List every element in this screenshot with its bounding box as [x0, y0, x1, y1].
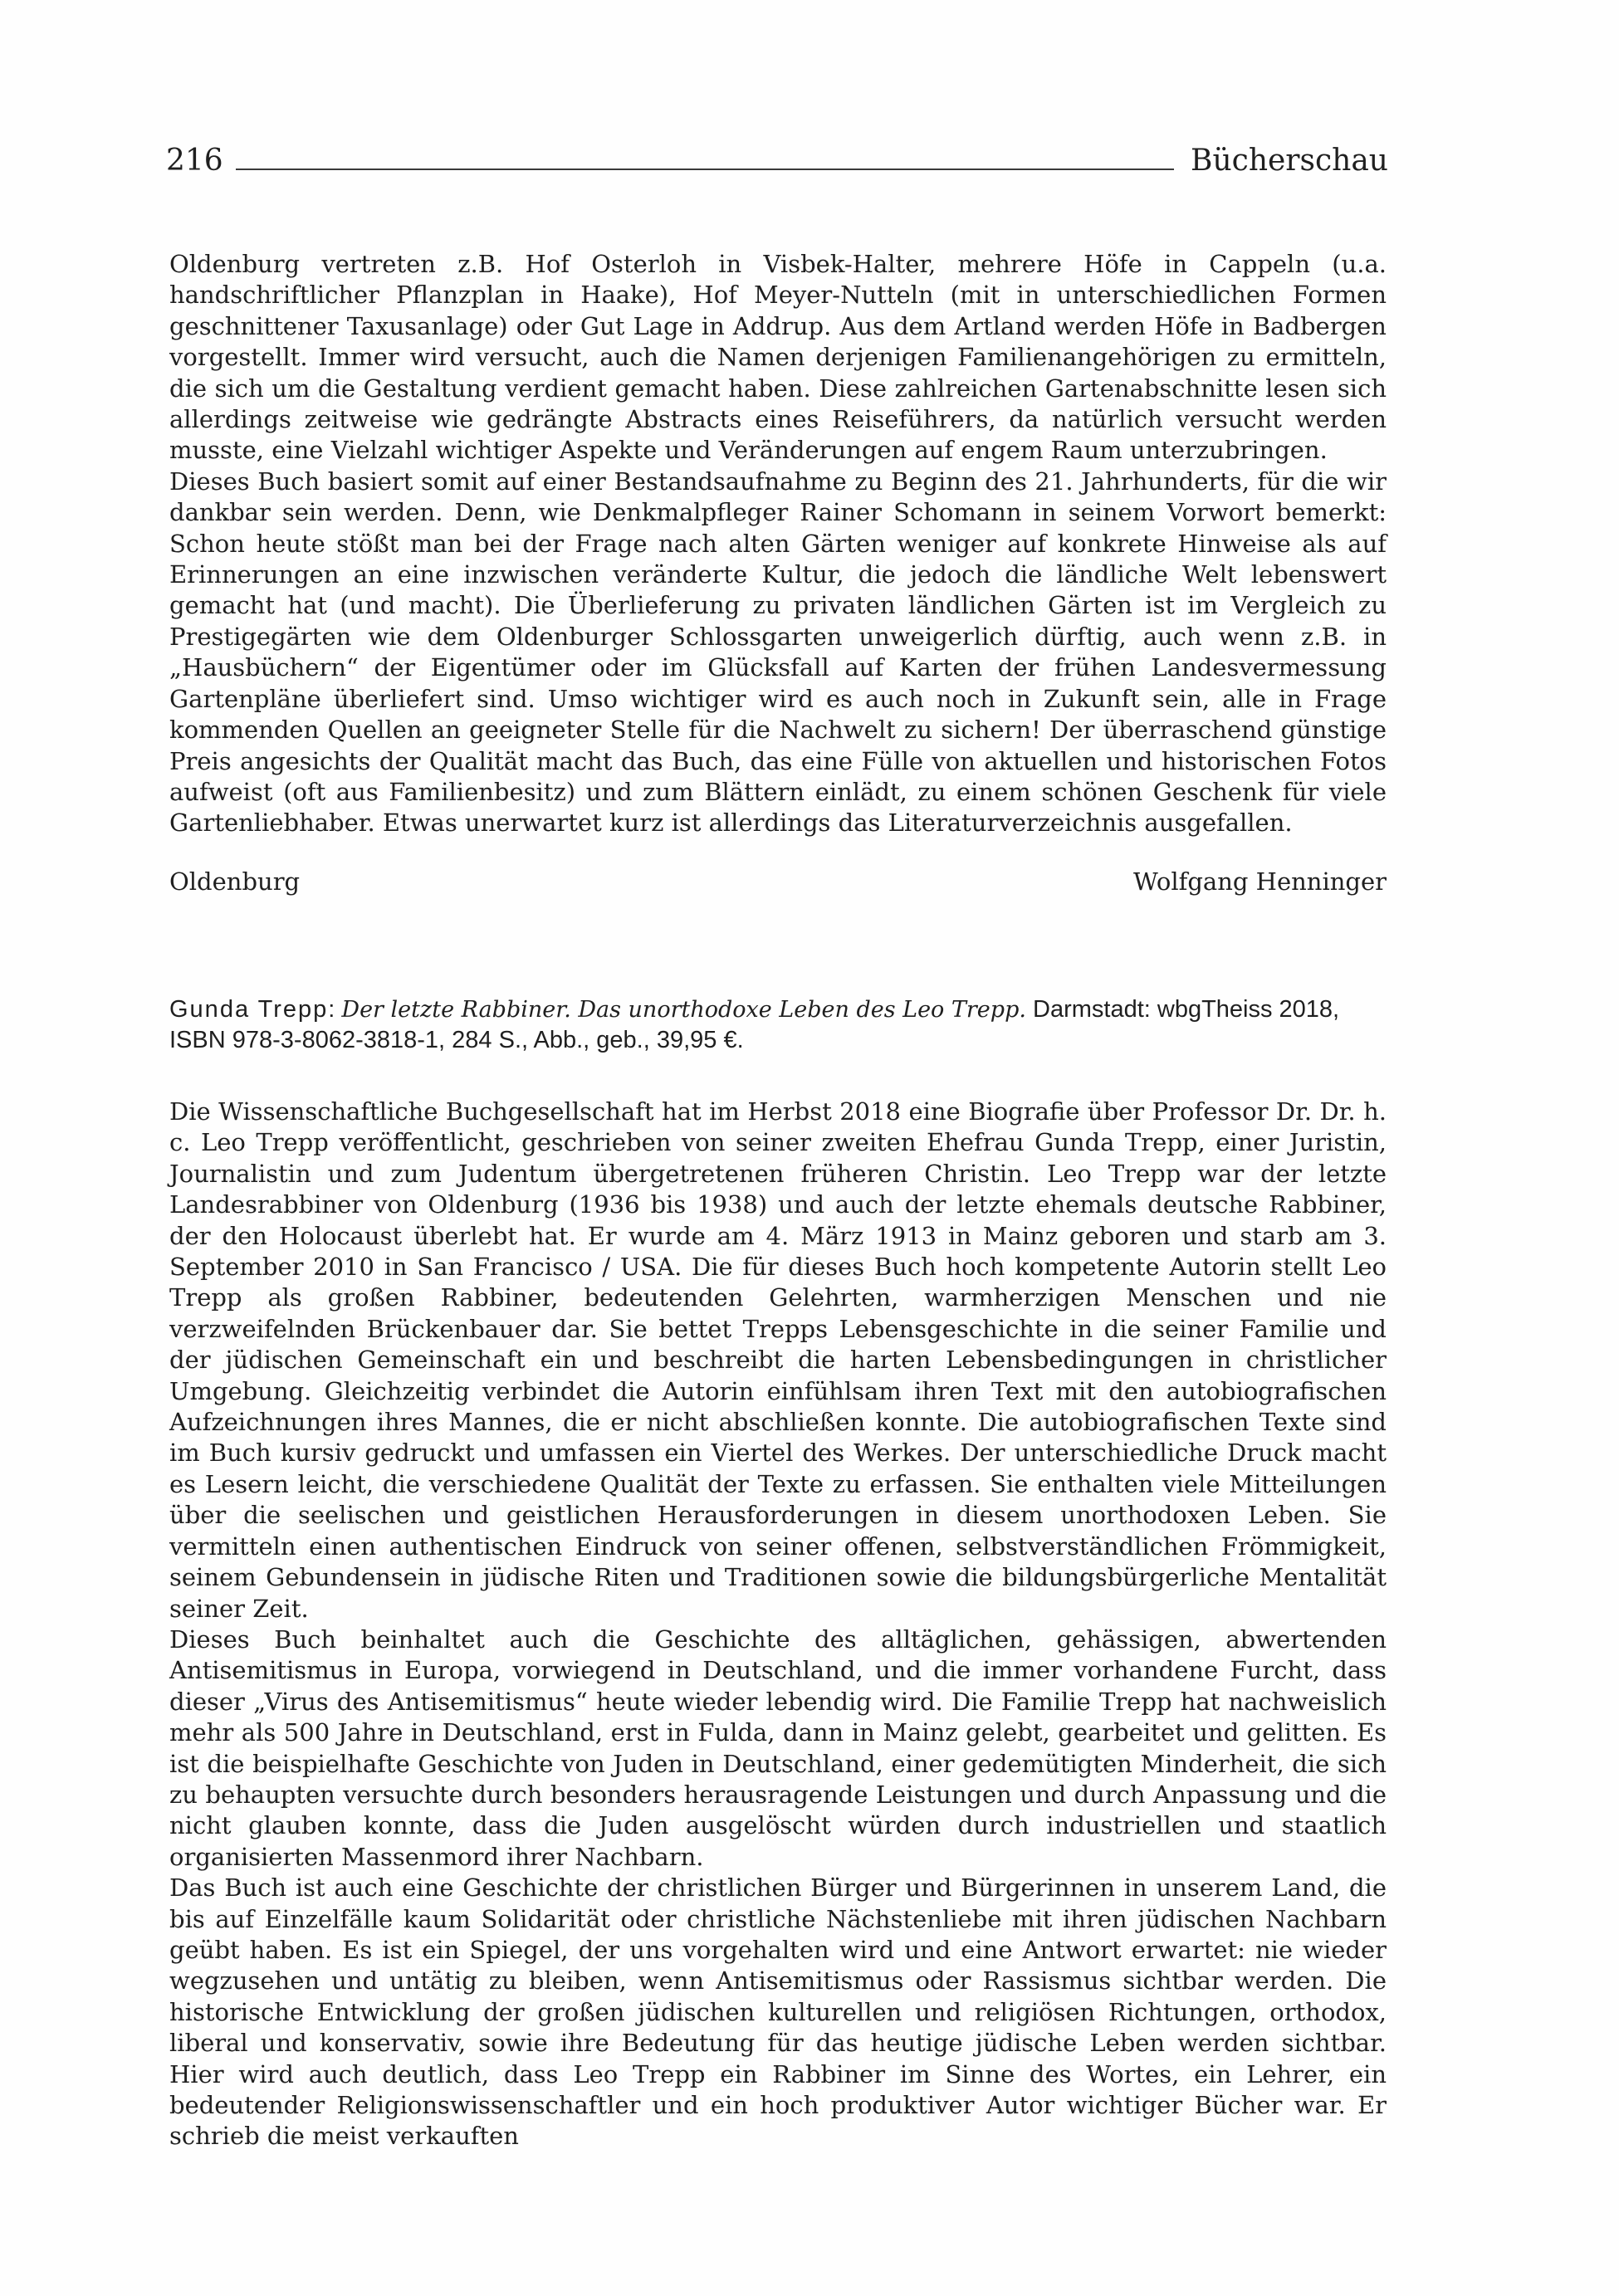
review-2-citation: Gunda Trepp: Der letzte Rabbiner. Das unorthodoxe Leben des Leo Trepp. Darmstadt: wbgTheiss 2018, ISBN 978-3-8062-3818-1, 284 S., Abb., geb., 39,95 €.: [169, 996, 1340, 1054]
review-1-paragraph: Oldenburg vertreten z.B. Hof Osterloh in Visbek-Halter, mehrere Höfe in Cappeln (u.a. handschriftlicher Pflanzplan in Haake), Hof Meyer-Nutteln (mit in unterschiedlichen Formen geschnittener Taxusanlage) oder Gut Lage in Addrup. Aus dem Artland werden Höfe in Badbergen vorgestellt. Immer wird versucht, auch die Namen derjenigen Familienangehörigen zu ermitteln, die sich um die Gestaltung verdient gemacht haben. Diese zahlreichen Gartenabschnitte lesen sich allerdings zeitweise wie gedrängte Abstracts eines Reiseführers, da natürlich versucht werden musste, eine Vielzahl wichtiger Aspekte und Veränderungen auf engem Raum unterzubringen.: [169, 250, 1387, 465]
review-2-body: [169, 1097, 1387, 2152]
review-1-signature: [169, 867, 1387, 900]
page-number: 216: [166, 144, 223, 178]
running-header: [166, 141, 1388, 191]
book-author: Gunda Trepp: [169, 996, 329, 1023]
review-1-body: [169, 249, 1387, 839]
review-1-place: Oldenburg: [169, 867, 301, 896]
review-2-paragraph: Das Buch ist auch eine Geschichte der christlichen Bürger und Bürgerinnen in unserem Land, die bis auf Einzelfälle kaum Solidarität oder christliche Nächstenliebe mit ihren jüdischen Nachbarn geübt haben. Es ist ein Spiegel, der uns vorgehalten wird und eine Antwort erwartet: nie wieder wegzusehen und untätig zu bleiben, wenn Antisemitismus oder Rassismus sichtbar werden. Die historische Entwicklung der großen jüdischen kulturellen und religiösen Richtungen, orthodox, liberal und konservativ, sowie ihre Bedeutung für das heutige jüdische Leben werden sichtbar. Hier wird auch deutlich, dass Leo Trepp ein Rabbiner im Sinne des Wortes, ein Lehrer, ein bedeutender Religionswissenschaftler und ein hoch produktiver Autor wichtiger Bücher war. Er schrieb die meist verkauften: [169, 1873, 1387, 2151]
book-title: Der letzte Rabbiner. Das unorthodoxe Leben des Leo Trepp.: [341, 997, 1026, 1023]
header-rule: [236, 169, 1174, 170]
section-title: Bücherschau: [1191, 144, 1388, 178]
review-2-paragraph: Die Wissenschaftliche Buchgesellschaft hat im Herbst 2018 eine Biografie über Professor Dr. Dr. h. c. Leo Trepp veröffentlicht, geschrieben von seiner zweiten Ehefrau Gunda Trepp, einer Juristin, Journalistin und zum Judentum übergetretenen früheren Christin. Leo Trepp war der letzte Landesrabbiner von Oldenburg (1936 bis 1938) und auch der letzte ehemals deutsche Rabbiner, der den Holocaust überlebt hat. Er wurde am 4. März 1913 in Mainz geboren und starb am 3. September 2010 in San Francisco / USA. Die für dieses Buch hoch kompetente Autorin stellt Leo Trepp als großen Rabbiner, bedeutenden Gelehrten, warmherzigen Menschen und nie verzweifelnden Brückenbauer dar. Sie bettet Trepps Lebensgeschichte in die seiner Familie und der jüdischen Gemeinschaft ein und beschreibt die harten Lebensbedingungen in christlicher Umgebung. Gleichzeitig verbindet die Autorin einfühlsam ihren Text mit den autobiografischen Aufzeichnungen ihres Mannes, die er nicht abschließen konnte. Die autobiografischen Texte sind im Buch kursiv gedruckt und umfassen ein Viertel des Werkes. Der unterschiedliche Druck macht es Lesern leicht, die verschiedene Qualität der Texte zu erfassen. Sie enthalten viele Mitteilungen über die seelischen und geistlichen Herausforderungen in diesem unorthodoxen Leben. Sie vermitteln einen authentischen Eindruck von seiner offenen, selbstverständlichen Frömmigkeit, seinem Gebundensein in jüdische Riten und Traditionen sowie die bildungsbürgerliche Mentalität seiner Zeit.: [169, 1097, 1387, 1623]
review-1-paragraph: Dieses Buch basiert somit auf einer Bestandsaufnahme zu Beginn des 21. Jahrhunderts, für die wir dankbar sein werden. Denn, wie Denkmalpfleger Rainer Schomann in seinem Vorwort bemerkt: Schon heute stößt man bei der Frage nach alten Gärten weniger auf konkrete Hinweise als auf Erinnerungen an eine inzwischen veränderte Kultur, die jedoch die ländliche Welt lebenswert gemacht hat (und macht). Die Überlieferung zu privaten ländlichen Gärten ist im Vergleich zu Prestigegärten wie dem Oldenburger Schlossgarten unweigerlich dürftig, auch wenn z.B. in „Hausbüchern“ der Eigentümer oder im Glücksfall auf Karten der frühen Landesvermessung Gartenpläne überliefert sind. Umso wichtiger wird es auch noch in Zukunft sein, alle in Frage kommenden Quellen an geeigneter Stelle für die Nachwelt zu sichern! Der überraschend günstige Preis angesichts der Qualität macht das Buch, das eine Fülle von aktuellen und historischen Fotos aufweist (oft aus Familienbesitz) und zum Blättern einlädt, zu einem schönen Geschenk für viele Gartenliebhaber. Etwas unerwartet kurz ist allerdings das Literaturverzeichnis ausgefallen.: [169, 467, 1387, 838]
book-publication: Darmstadt: wbgTheiss 2018,: [1033, 996, 1340, 1023]
book-details: ISBN 978-3-8062-3818-1, 284 S., Abb., geb., 39,95 €.: [169, 1027, 744, 1054]
review-1-reviewer: Wolfgang Henninger: [1133, 867, 1387, 896]
review-2-paragraph: Dieses Buch beinhaltet auch die Geschichte des alltäglichen, gehässigen, abwertenden Antisemitismus in Europa, vorwiegend in Deutschland, und die immer vorhandene Furcht, dass dieser „Virus des Antisemitismus“ heute wieder lebendig wird. Die Familie Trepp hat nachweislich mehr als 500 Jahre in Deutschland, erst in Fulda, dann in Mainz gelebt, gearbeitet und gelitten. Es ist die beispielhafte Geschichte von Juden in Deutschland, einer gedemütigten Minderheit, die sich zu behaupten versuchte durch besonders herausragende Leistungen und durch Anpassung und die nicht glauben konnte, dass die Juden ausgelöscht würden durch industriellen und staatlich organisierten Massenmord ihrer Nachbarn.: [169, 1624, 1387, 1871]
